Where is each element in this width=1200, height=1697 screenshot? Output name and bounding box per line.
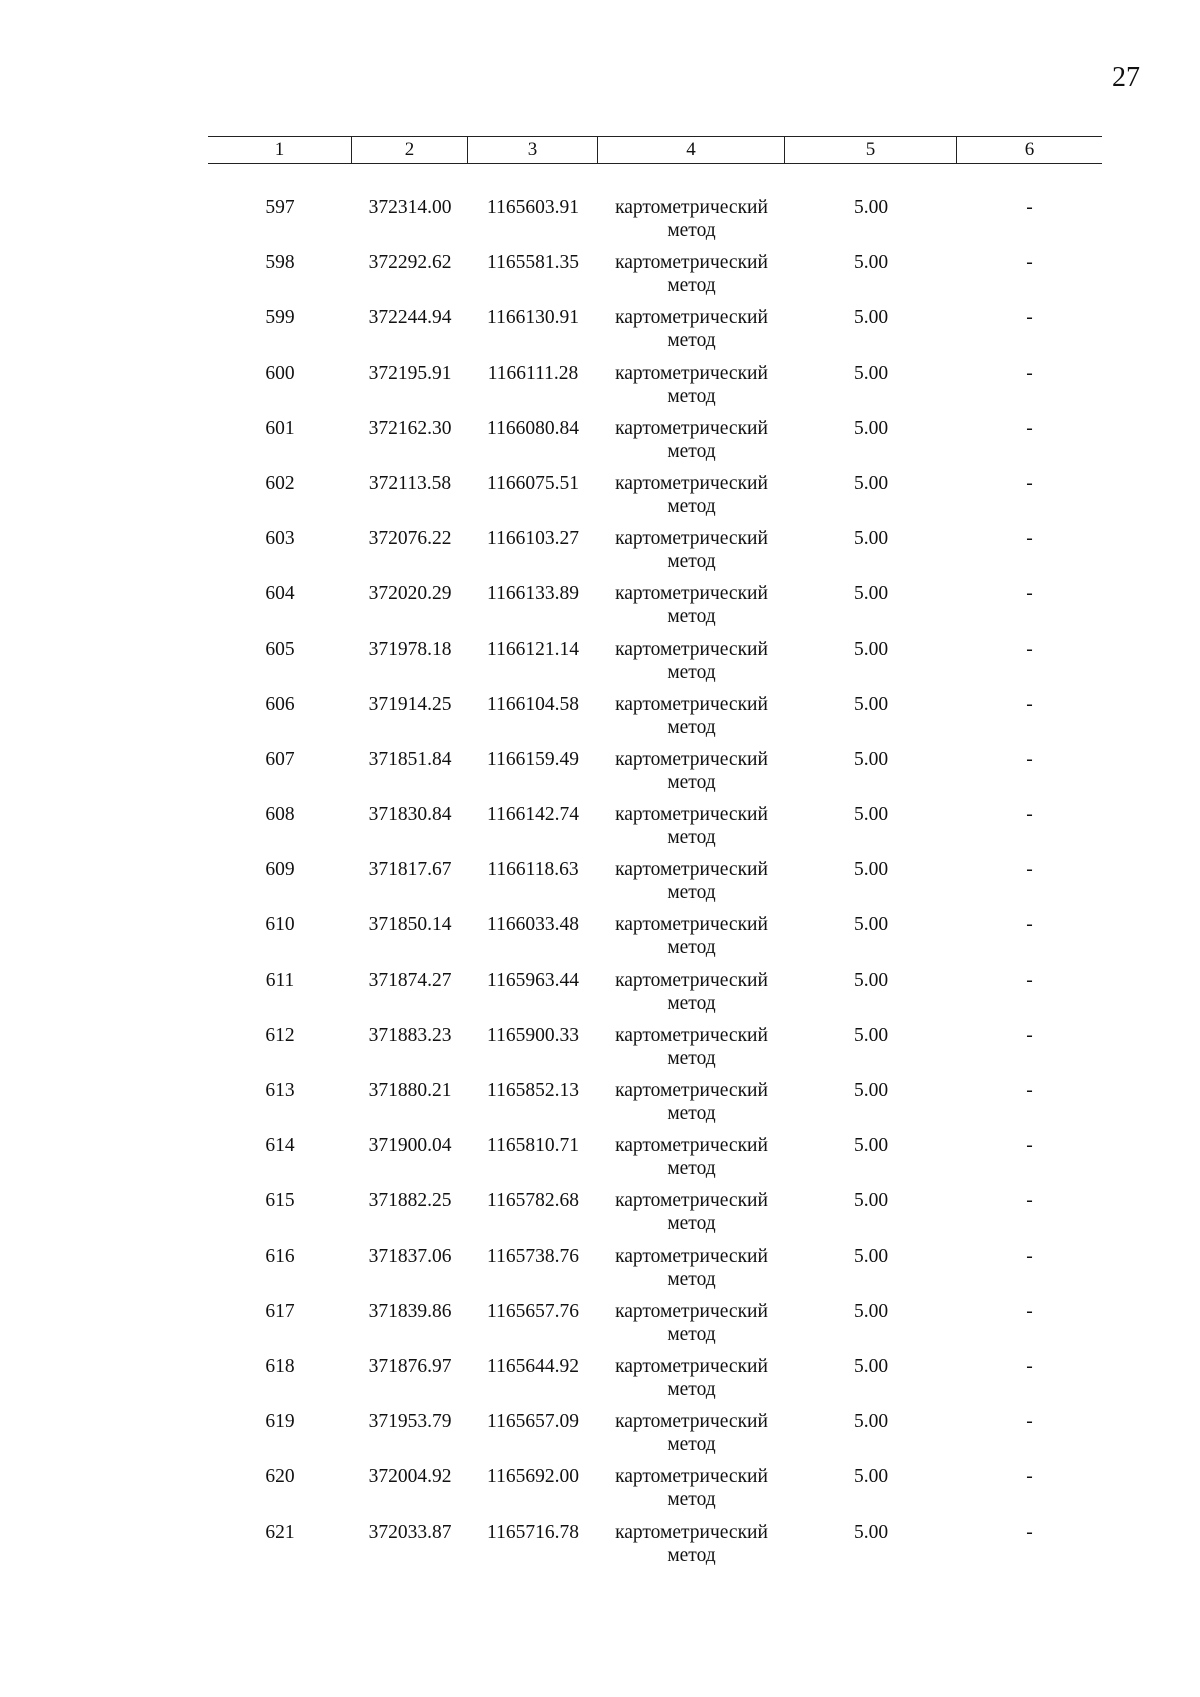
cell-x-coordinate: 371874.27 bbox=[368, 969, 452, 991]
cell-x-coordinate: 371876.97 bbox=[368, 1355, 452, 1377]
cell-point-number: 604 bbox=[265, 583, 295, 605]
table-row bbox=[208, 1465, 1102, 1520]
cell-y-coordinate: 1166033.48 bbox=[487, 914, 579, 936]
cell-x-coordinate: 371850.14 bbox=[368, 914, 452, 936]
cell-method: картометрический метод bbox=[615, 252, 768, 297]
table-row bbox=[208, 913, 1102, 968]
cell-accuracy: 5.00 bbox=[853, 1466, 889, 1488]
cell-point-number: 618 bbox=[265, 1355, 295, 1377]
header-cell-3: 3 bbox=[468, 137, 598, 163]
cell-accuracy: 5.00 bbox=[853, 693, 889, 715]
cell-note: - bbox=[1026, 583, 1033, 605]
cell-accuracy: 5.00 bbox=[853, 362, 889, 384]
cell-method: картометрический метод bbox=[615, 1024, 768, 1069]
table-row bbox=[208, 1024, 1102, 1079]
cell-method: картометрический метод bbox=[615, 1466, 768, 1511]
cell-y-coordinate: 1166111.28 bbox=[487, 362, 579, 384]
cell-note: - bbox=[1026, 748, 1033, 770]
cell-point-number: 608 bbox=[265, 804, 295, 826]
cell-accuracy: 5.00 bbox=[853, 528, 889, 550]
table-row bbox=[208, 1134, 1102, 1189]
cell-y-coordinate: 1166075.51 bbox=[487, 472, 579, 494]
cell-note: - bbox=[1026, 1024, 1033, 1046]
cell-note: - bbox=[1026, 859, 1033, 881]
cell-method: картометрический метод bbox=[615, 969, 768, 1014]
table-row bbox=[208, 251, 1102, 306]
table-row bbox=[208, 803, 1102, 858]
cell-point-number: 617 bbox=[265, 1300, 295, 1322]
cell-y-coordinate: 1166103.27 bbox=[487, 528, 579, 550]
cell-accuracy: 5.00 bbox=[853, 252, 889, 274]
cell-x-coordinate: 371880.21 bbox=[368, 1080, 452, 1101]
cell-y-coordinate: 1165603.91 bbox=[487, 197, 579, 218]
cell-y-coordinate: 1166133.89 bbox=[487, 583, 579, 605]
table-body bbox=[208, 196, 1102, 1576]
table-row bbox=[208, 1521, 1102, 1576]
cell-point-number: 616 bbox=[265, 1245, 295, 1267]
cell-point-number: 601 bbox=[265, 417, 295, 439]
cell-note: - bbox=[1026, 362, 1033, 384]
cell-note: - bbox=[1026, 252, 1033, 274]
cell-accuracy: 5.00 bbox=[853, 583, 889, 605]
table-row bbox=[208, 362, 1102, 417]
cell-accuracy: 5.00 bbox=[853, 1024, 889, 1046]
cell-point-number: 612 bbox=[265, 1024, 295, 1046]
cell-accuracy: 5.00 bbox=[853, 969, 889, 991]
cell-method: картометрический метод bbox=[615, 1245, 768, 1290]
table-row bbox=[208, 1189, 1102, 1244]
cell-y-coordinate: 1166104.58 bbox=[487, 693, 579, 715]
cell-x-coordinate: 371978.18 bbox=[368, 638, 452, 660]
cell-method: картометрический метод bbox=[615, 583, 768, 628]
cell-accuracy: 5.00 bbox=[853, 1300, 889, 1322]
cell-note: - bbox=[1026, 1411, 1033, 1433]
cell-x-coordinate: 372033.87 bbox=[368, 1521, 452, 1543]
cell-method: картометрический метод bbox=[615, 748, 768, 793]
cell-point-number: 600 bbox=[265, 362, 295, 384]
cell-method: картометрический метод bbox=[615, 1080, 768, 1124]
cell-accuracy: 5.00 bbox=[853, 1190, 889, 1212]
table-row bbox=[208, 196, 1102, 251]
cell-method: картометрический метод bbox=[615, 859, 768, 904]
table-row bbox=[208, 472, 1102, 527]
cell-note: - bbox=[1026, 417, 1033, 439]
cell-note: - bbox=[1026, 1190, 1033, 1212]
cell-y-coordinate: 1165810.71 bbox=[487, 1135, 579, 1157]
cell-point-number: 615 bbox=[265, 1190, 295, 1212]
cell-method: картометрический метод bbox=[615, 638, 768, 683]
cell-accuracy: 5.00 bbox=[853, 748, 889, 770]
cell-accuracy: 5.00 bbox=[853, 859, 889, 881]
header-cell-4: 4 bbox=[598, 137, 785, 163]
cell-method: картометрический метод bbox=[615, 362, 768, 407]
cell-y-coordinate: 1165963.44 bbox=[487, 969, 579, 991]
cell-point-number: 598 bbox=[265, 252, 295, 274]
cell-y-coordinate: 1165716.78 bbox=[487, 1521, 579, 1543]
cell-y-coordinate: 1166130.91 bbox=[487, 307, 579, 329]
cell-x-coordinate: 372292.62 bbox=[368, 252, 452, 274]
table-row bbox=[208, 638, 1102, 693]
cell-point-number: 620 bbox=[265, 1466, 295, 1488]
cell-x-coordinate: 371839.86 bbox=[368, 1300, 452, 1322]
cell-note: - bbox=[1026, 1135, 1033, 1157]
cell-accuracy: 5.00 bbox=[853, 472, 889, 494]
cell-method: картометрический метод bbox=[615, 1135, 768, 1180]
cell-x-coordinate: 371900.04 bbox=[368, 1135, 452, 1157]
cell-y-coordinate: 1166142.74 bbox=[487, 804, 579, 826]
cell-accuracy: 5.00 bbox=[853, 307, 889, 329]
cell-accuracy: 5.00 bbox=[853, 1080, 889, 1101]
cell-x-coordinate: 372004.92 bbox=[368, 1466, 452, 1488]
table-row bbox=[208, 417, 1102, 472]
cell-y-coordinate: 1165782.68 bbox=[487, 1190, 579, 1212]
cell-x-coordinate: 371837.06 bbox=[368, 1245, 452, 1267]
cell-method: картометрический метод bbox=[615, 417, 768, 462]
cell-note: - bbox=[1026, 969, 1033, 991]
table-row bbox=[208, 306, 1102, 361]
cell-note: - bbox=[1026, 1355, 1033, 1377]
cell-note: - bbox=[1026, 197, 1033, 218]
cell-accuracy: 5.00 bbox=[853, 1355, 889, 1377]
cell-x-coordinate: 372162.30 bbox=[368, 417, 452, 439]
cell-method: картометрический метод bbox=[615, 1300, 768, 1345]
cell-method: картометрический метод bbox=[615, 693, 768, 738]
cell-x-coordinate: 372244.94 bbox=[368, 307, 452, 329]
table-row bbox=[208, 582, 1102, 637]
cell-note: - bbox=[1026, 307, 1033, 329]
cell-x-coordinate: 372113.58 bbox=[368, 472, 452, 494]
cell-note: - bbox=[1026, 693, 1033, 715]
cell-method: картометрический метод bbox=[615, 804, 768, 849]
cell-accuracy: 5.00 bbox=[853, 1135, 889, 1157]
table-row bbox=[208, 858, 1102, 913]
cell-x-coordinate: 371830.84 bbox=[368, 804, 452, 826]
cell-y-coordinate: 1165738.76 bbox=[487, 1245, 579, 1267]
cell-method: картометрический метод bbox=[615, 914, 768, 959]
cell-point-number: 611 bbox=[265, 969, 295, 991]
cell-point-number: 613 bbox=[265, 1080, 295, 1101]
cell-y-coordinate: 1166159.49 bbox=[487, 748, 579, 770]
cell-x-coordinate: 372076.22 bbox=[368, 528, 452, 550]
cell-accuracy: 5.00 bbox=[853, 1245, 889, 1267]
cell-y-coordinate: 1165852.13 bbox=[487, 1080, 579, 1101]
cell-y-coordinate: 1166118.63 bbox=[487, 859, 579, 881]
cell-x-coordinate: 372195.91 bbox=[368, 362, 452, 384]
cell-note: - bbox=[1026, 1521, 1033, 1543]
cell-accuracy: 5.00 bbox=[853, 804, 889, 826]
cell-method: картометрический метод bbox=[615, 1411, 768, 1456]
cell-y-coordinate: 1165657.76 bbox=[487, 1300, 579, 1322]
coordinates-table bbox=[208, 136, 1102, 1576]
cell-y-coordinate: 1165657.09 bbox=[487, 1411, 579, 1433]
cell-note: - bbox=[1026, 638, 1033, 660]
cell-x-coordinate: 371817.67 bbox=[368, 859, 452, 881]
cell-accuracy: 5.00 bbox=[853, 1521, 889, 1543]
table-row bbox=[208, 748, 1102, 803]
cell-point-number: 614 bbox=[265, 1135, 295, 1157]
cell-point-number: 607 bbox=[265, 748, 295, 770]
cell-x-coordinate: 371914.25 bbox=[368, 693, 452, 715]
cell-point-number: 610 bbox=[265, 914, 295, 936]
header-cell-1: 1 bbox=[208, 137, 352, 163]
cell-method: картометрический метод bbox=[615, 1521, 768, 1566]
cell-note: - bbox=[1026, 1245, 1033, 1267]
table-row bbox=[208, 1300, 1102, 1355]
cell-method: картометрический метод bbox=[615, 1355, 768, 1400]
cell-x-coordinate: 372020.29 bbox=[368, 583, 452, 605]
cell-x-coordinate: 371953.79 bbox=[368, 1411, 452, 1433]
cell-method: картометрический метод bbox=[615, 307, 768, 352]
cell-accuracy: 5.00 bbox=[853, 914, 889, 936]
cell-y-coordinate: 1165644.92 bbox=[487, 1355, 579, 1377]
cell-point-number: 609 bbox=[265, 859, 295, 881]
cell-accuracy: 5.00 bbox=[853, 638, 889, 660]
cell-note: - bbox=[1026, 1300, 1033, 1322]
cell-x-coordinate: 371882.25 bbox=[368, 1190, 452, 1212]
cell-x-coordinate: 371883.23 bbox=[368, 1024, 452, 1046]
cell-point-number: 603 bbox=[265, 528, 295, 550]
cell-method: картометрический метод bbox=[615, 472, 768, 517]
table-row bbox=[208, 527, 1102, 582]
cell-note: - bbox=[1026, 472, 1033, 494]
cell-y-coordinate: 1166121.14 bbox=[487, 638, 579, 660]
table-row bbox=[208, 1079, 1102, 1134]
cell-point-number: 621 bbox=[265, 1521, 295, 1543]
cell-method: картометрический метод bbox=[615, 528, 768, 573]
cell-point-number: 605 bbox=[265, 638, 295, 660]
cell-note: - bbox=[1026, 528, 1033, 550]
cell-accuracy: 5.00 bbox=[853, 197, 889, 218]
cell-y-coordinate: 1165581.35 bbox=[487, 252, 579, 274]
cell-y-coordinate: 1165900.33 bbox=[487, 1024, 579, 1046]
cell-point-number: 619 bbox=[265, 1411, 295, 1433]
cell-point-number: 602 bbox=[265, 472, 295, 494]
table-row bbox=[208, 1245, 1102, 1300]
cell-x-coordinate: 372314.00 bbox=[368, 197, 452, 218]
cell-x-coordinate: 371851.84 bbox=[368, 748, 452, 770]
header-cell-6: 6 bbox=[1024, 139, 1035, 160]
cell-note: - bbox=[1026, 1466, 1033, 1488]
cell-point-number: 606 bbox=[265, 693, 295, 715]
cell-accuracy: 5.00 bbox=[853, 1411, 889, 1433]
cell-note: - bbox=[1026, 804, 1033, 826]
header-cell-2: 2 bbox=[352, 137, 468, 163]
table-row bbox=[208, 1410, 1102, 1465]
cell-note: - bbox=[1026, 1080, 1033, 1101]
table-header bbox=[208, 136, 1102, 164]
cell-y-coordinate: 1165692.00 bbox=[487, 1466, 579, 1488]
table-row bbox=[208, 693, 1102, 748]
cell-accuracy: 5.00 bbox=[853, 417, 889, 439]
cell-method: картометрический метод bbox=[615, 197, 768, 241]
cell-y-coordinate: 1166080.84 bbox=[487, 417, 579, 439]
page-number: 27 bbox=[1112, 62, 1140, 93]
cell-point-number: 599 bbox=[265, 307, 295, 329]
table-row bbox=[208, 969, 1102, 1024]
table-row bbox=[208, 1355, 1102, 1410]
cell-note: - bbox=[1026, 914, 1033, 936]
cell-point-number: 597 bbox=[265, 197, 295, 218]
header-cell-5: 5 bbox=[785, 137, 957, 163]
cell-method: картометрический метод bbox=[615, 1190, 768, 1235]
